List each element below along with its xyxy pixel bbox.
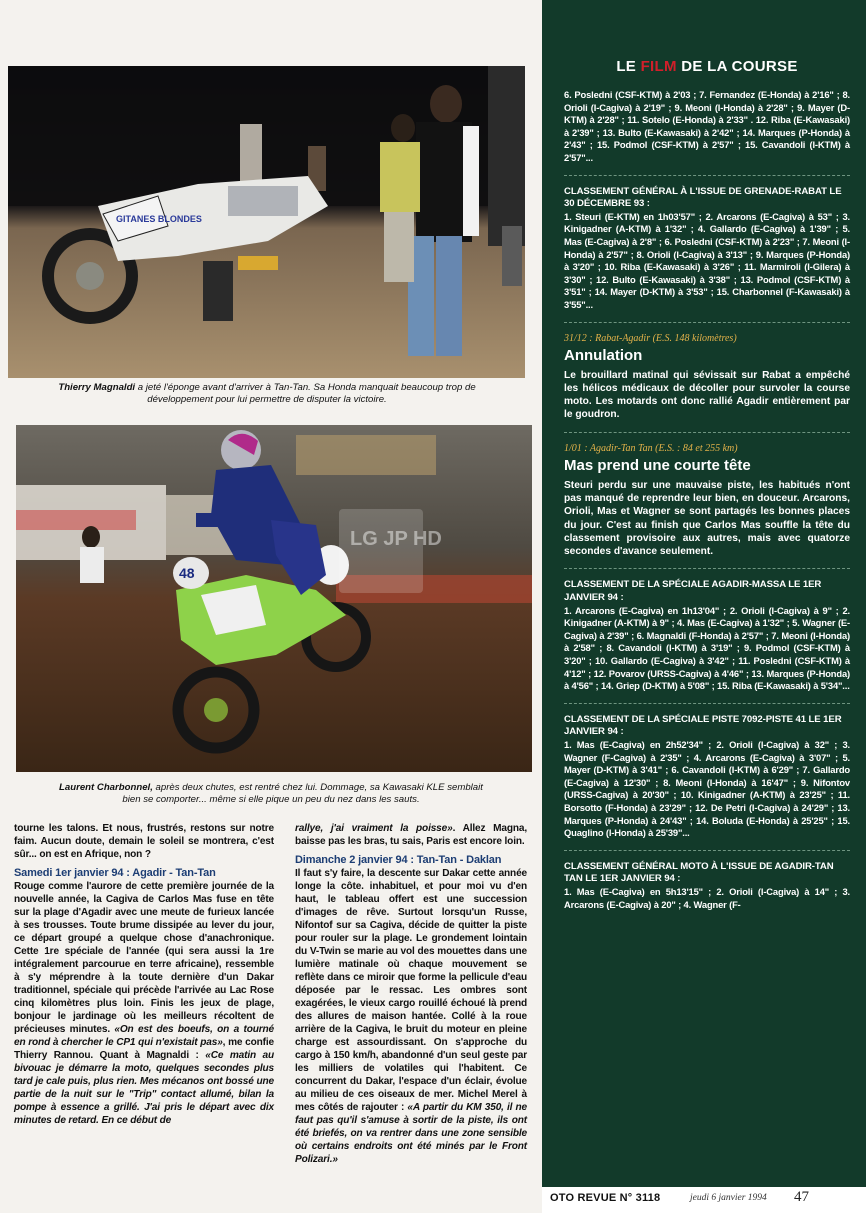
photo-magnaldi [8, 66, 525, 378]
stage-lead: Steuri perdu sur une mauvaise piste, les habitués n'ont pas manqué de reprendre leur bien, en douceur. Arcarons, Orioli, Mas et Wagner se sont partagés les bonnes places du jour. C'est au finish que Carlos Mas souffle la tête du classement provisoire aux autres, mais avec quatorze secondes d'avance seulement. [564, 479, 850, 558]
article-quote: «On est des boeufs, on a tourné en rond à chercher le CP1 qui n'existait pas» [14, 1024, 274, 1048]
caption-bottom-text: après deux chutes, est rentré chez lui. Dommage, sa Kawasaki KLE semblait bien se comporter... même si elle pique un peu du nez dans les sauts. [122, 782, 483, 805]
article-column-middle [295, 822, 527, 1172]
issue-date: jeudi 6 janvier 1994 [690, 1193, 767, 1203]
results-heading: CLASSEMENT DE LA SPÉCIALE AGADIR-MASSA LE 1ER JANVIER 94 : [564, 579, 822, 604]
results-block: 1. Steuri (E-KTM) en 1h03'57" ; 2. Arcarons (E-Cagiva) à 53" ; 3. Kinigadner (A-KTM) à 1'32" ; 4. Gallardo (E-Cagiva) à 1'39" ; 5. Mas (E-Cagiva) à 2'8" ; 6. Posledni (CSF-KTM) à 2'23" ; 7. Meoni (I-Honda) à 2'57" ; 8. Orioli (I-Cagiva) à 3'13" ; 9. Marques (P-Honda) à 3'20" ; 10. Riba (E-Kawasaki) à 3'26" ; 11. Marmiroli (I-Gilera) à 3'30" ; 12. Bulto (E-Kawasaki) à 3'38" ; 13. Podmol (CSF-KTM) à 3'51" ; 14. Mayer (D-KTM) à 3'53" ; 15. Charbonnel (F-Kawasaki) à 3'55"... [564, 210, 850, 310]
divider [564, 322, 850, 323]
article-text: . Allez Magna, baisse pas les bras, tu sais, Paris est encore loin. [295, 823, 527, 847]
fairing-label: GITANES BLONDES [116, 214, 202, 224]
article-subhead-saturday: Samedi 1er janvier 94 : Agadir - Tan-Tan [14, 867, 216, 879]
article-quote: «Ce matin au bivouac je démarre la moto, quelques secondes plus tard je cale puis, plus rien. Mes mécanos ont bossé une partie de la nuit sur le "Trip" contact allumé, bilan la pompe à essence a grillé. J'ai pris le départ avec dix minutes de retard. En ce début de [14, 1050, 274, 1126]
results-block: 1. Mas (E-Cagiva) en 2h52'34" ; 2. Orioli (I-Cagiva) à 32" ; 3. Wagner (F-Cagiva) à 2'35" ; 4. Arcarons (E-Cagiva) à 3'07" ; 5. Mayer (D-KTM) à 3'41" ; 6. Cavandoli (I-KTM) à 6'29" ; 7. Gallardo (E-Cagiva) à 12'30" ; 8. Meoni (I-Honda) à 16'47" ; 9. Nifontov (URSS-Cagiva) à 20'30" ; 10. Kinigadner (A-KTM) à 23'25" ; 11. Borsotto (F-Honda) à 23'29" ; 12. De Petri (I-Cagiva) à 24'29" ; 13. Marques (P-Honda) à 24'43" ; 14. Boluda (E-Honda) à 25'25" ; 15. Quaglino (I-Honda) à 25'39"... [564, 739, 850, 839]
results-block: 1. Arcarons (E-Cagiva) en 1h13'04" ; 2. Orioli (I-Cagiva) à 9" ; 2. Kinigadner (A-KTM) à 9" ; 4. Mas (E-Cagiva) à 1'32" ; 5. Wagner (E-Cagiva) à 2'39" ; 6. Magnaldi (F-Honda) à 2'57" ; 7. Meoni (I-Honda) à 2'58" ; 8. Cavandoli (I-KTM) à 3'19" ; 9. Podmol (CSF-KTM) à 3'20" ; 10. Gallardo (E-Cagiva) à 3'42" ; 11. Posledni (CSF-KTM) à 4'12" ; 12. Povarov (URSS-Cagiva) à 4'46" ; 13. Marques (P-Honda) à 4'56" ; 14. Griep (D-KTM) à 5'08" ; 15. Riba (E-Kawasaki) à 5'34"... [564, 604, 850, 692]
article-quote: rallye, j'ai vraiment la poisse» [295, 823, 453, 834]
divider [564, 850, 850, 851]
results-heading: CLASSEMENT DE LA SPÉCIALE PISTE 7092-PISTE 41 LE 1ER JANVIER 94 : [564, 713, 842, 738]
divider [564, 175, 850, 176]
divider [564, 568, 850, 569]
caption-bottom-name: Laurent Charbonnel, [59, 782, 153, 793]
article-text: Rouge comme l'aurore de cette première journée de la nouvelle année, la Cagiva de Carlos Mas fuse en tête sur la plage d'Agadir avec une meute de furieux lancée à ses trousses. Toute brume dissipée au lever du jour, ce départ groupé a quelque chose d'anachronique. Cette 1re spéciale de l'année (qui sera aussi la 1re intégralement parcourue en terre africaine), ressemble à s'y méprendre à la toute dernière d'un Dakar traditionnel, spéciale qui précède l'arrivée au Lac Rose cinq kilomètres plus loin. Finis les jeux de plage, bonjour le jardinage où les meilleurs récoltent de précieuses minutes. [14, 881, 274, 1035]
page-footer [542, 1187, 866, 1213]
divider [564, 432, 850, 433]
bike-number: 48 [179, 565, 195, 581]
results-block: 6. Posledni (CSF-KTM) à 2'03 ; 7. Fernandez (E-Honda) à 2'16" ; 8. Orioli (I-Cagiva) à 2'19" ; 9. Meoni (I-Honda) à 2'28" ; 9. Mayer (D-KTM) à 2'28" ; 11. Sotelo (E-Honda) à 2'33" . 12. Riba (E-Kawasaki) à 2'39" ; 13. Bulto (E-Kawasaki) à 2'42" ; 14. Marques (P-Honda) à 2'43" ; 15. Podmol (CSF-KTM) à 2'57" ; 15. Cavandoli (I-KTM) à 2'57"... [564, 89, 850, 163]
magazine-issue: OTO REVUE N° 3118 [550, 1192, 661, 1204]
sidebar-title-film: FILM [640, 58, 677, 75]
article-paragraph: tourne les talons. Et nous, frustrés, restons sur notre faim. Aucun doute, demain le soleil se montrera, c'est sûr... on est en Afrique, non ? [14, 823, 274, 860]
photo-charbonnel [16, 425, 532, 772]
results-heading: CLASSEMENT GÉNÉRAL À L'ISSUE DE GRENADE-RABAT LE 30 DÉCEMBRE 93 : [564, 185, 842, 210]
page-number: 47 [794, 1189, 809, 1205]
results-block: 1. Mas (E-Cagiva) en 5h13'15" ; 2. Orioli (I-Cagiva) à 14" ; 3. Arcarons (E-Cagiva) à 20" ; 4. Wagner (F- [564, 885, 850, 910]
stage-label: 31/12 : Rabat-Agadir (E.S. 148 kilomètres) [564, 332, 737, 344]
article-column-left [14, 822, 274, 1172]
stage-headline: Annulation [564, 346, 643, 364]
caption-top-name: Thierry Magnaldi [58, 382, 136, 393]
article-subhead-sunday: Dimanche 2 janvier 94 : Tan-Tan - Daklan [295, 854, 502, 866]
article-text: , me confie Thierry Rannou. Quant à Magnaldi : [14, 1037, 274, 1061]
caption-top [28, 382, 506, 406]
divider [564, 703, 850, 704]
stage-lead: Le brouillard matinal qui sévissait sur Rabat a empêché les hélicos médicaux de décoller pour survoler la course moto. Les motards ont donc rallié Agadir entièrement par le goudron. [564, 369, 850, 421]
results-heading: CLASSEMENT GÉNÉRAL MOTO À L'ISSUE DE AGADIR-TAN TAN LE 1ER JANVIER 94 : [564, 860, 834, 885]
stage-headline: Mas prend une courte tête [564, 456, 751, 474]
article-paragraph [295, 867, 527, 1166]
article-paragraph [14, 880, 274, 1127]
race-film-sidebar [542, 0, 866, 1213]
caption-top-text: a jeté l'éponge avant d'arriver à Tan-Tan. Sa Honda manquait beaucoup trop de développement pour lui permettre de disputer la victoire. [135, 382, 476, 405]
sidebar-title-part: DE LA COURSE [676, 58, 798, 75]
caption-bottom [50, 782, 492, 806]
article-paragraph [295, 822, 527, 848]
sidebar-title-part: LE [616, 58, 641, 75]
article-quote: «A partir du KM 350, il ne faut pas qu'il s'amuse à sortir de la piste, ils ont été briefés, on va rentrer dans une zone sensible où certains endroits ont été minés par le Front Polizari.» [295, 1102, 527, 1165]
sidebar-title [564, 58, 850, 75]
watermark-text: LG JP HD [350, 528, 442, 550]
stage-label: 1/01 : Agadir-Tan Tan (E.S. : 84 et 255 km) [564, 442, 738, 454]
article-text: Il faut s'y faire, la descente sur Dakar cette année longe la côte. inhabituel, et pour moi vu d'en haut, le tableau offert est une succession d'images de rêve. Surtout lorsqu'un Russe, Nifontof sur sa Cagiva, décide de quitter la piste pour rouler sur la plage. Le grondement lointain du V-Twin se marie au vol des mouettes dans une lumière matinale où chaque mouvement se reflète dans ce miroir que forme la pellicule d'eau déposée par le ressac. Les ombres sont exagérées, le vieux cargo rouillé échoué là prend des allures de maison hantée. Collé à la roue arrière de la Cagiva, le bruit du moteur en pleine charge est assourdissant. On s'approche du cargo à 150 km/h, abandonné d'un seul geste par les milliers de volatiles qui l'habitent. Ce concurrent du Dakar, l'espace d'un éclair, évolue au milieu de ces oiseaux de mer. Michel Merel à mes côtés de rajouter : [295, 868, 527, 1113]
